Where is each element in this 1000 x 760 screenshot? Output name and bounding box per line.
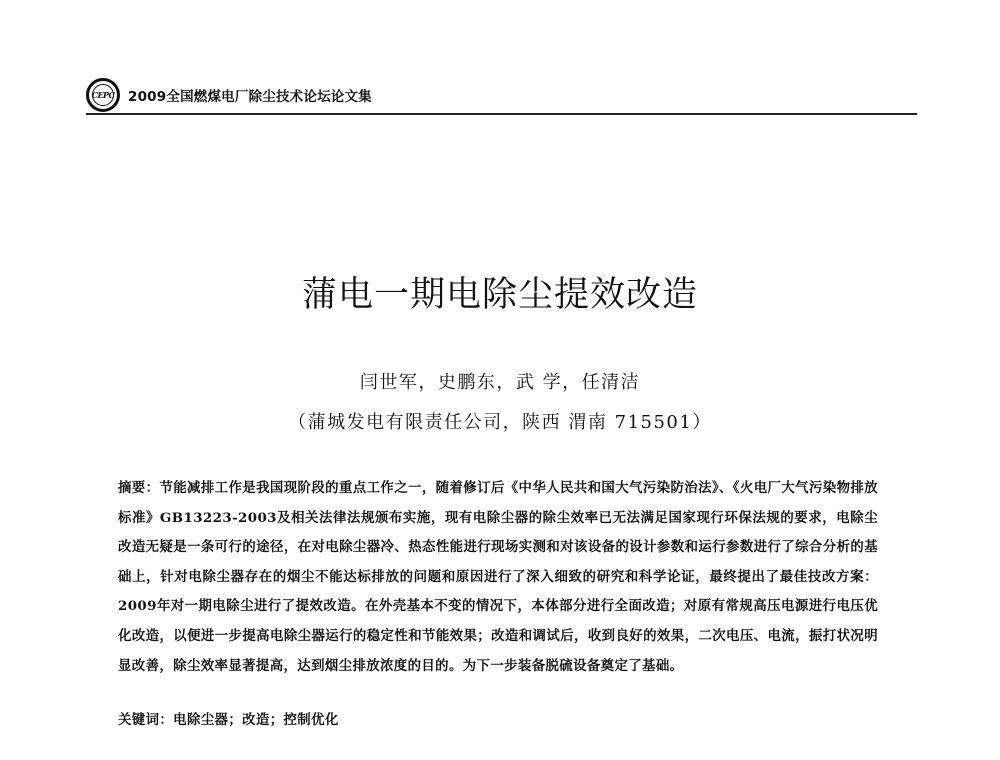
keywords-line (118, 709, 878, 728)
abstract-paragraph (118, 474, 878, 681)
page-header (86, 78, 372, 112)
paper-authors: 闫世军，史鹏东，武 学，任清洁 (359, 372, 641, 393)
logo-text: CEPC (91, 90, 115, 100)
header-rule (86, 113, 917, 115)
paper-affiliation: （蒲城发电有限责任公司，陕西 渭南 715501） (288, 412, 712, 433)
abstract-text: 节能减排工作是我国现阶段的重点工作之一，随着修订后《中华人民共和国大气污染防治法》、《火电厂大气污染物排放标准》GB13223-2003及相关法律法规颁布实施，现有电除尘器的除尘效率已无法满足国家现行环保法规的要求，电除尘改造无疑是一条可行的途径，在对电除尘器冷、热态性能进行现场实测和对该设备的设计参数和运行参数进行了综合分析的基础上，针对电除尘器存在的烟尘不能达标排放的问题和原因进行了深入细致的研究和科学论证，最终提出了最佳技改方案：2009年对一期电除尘进行了提效改造。在外壳基本不变的情况下，本体部分进行全面改造；对原有常规高压电源进行电压优化改造，以便进一步提高电除尘器运行的稳定性和节能效果；改造和调试后，收到良好的效果，二次电压、电流，振打状况明显改善，除尘效率显著提高，达到烟尘排放浓度的目的。为下一步装备脱硫设备奠定了基础。 (118, 480, 878, 674)
conference-logo-icon (86, 78, 120, 112)
keywords-label: 关键词： (118, 713, 174, 728)
proceedings-title: 2009全国燃煤电厂除尘技术论坛论文集 (128, 89, 372, 105)
paper-title: 蒲电一期电除尘提效改造 (301, 275, 698, 315)
keywords-text: 电除尘器；改造；控制优化 (173, 712, 339, 728)
abstract-label: 摘要： (118, 481, 160, 496)
logo-inner-ring (92, 84, 114, 106)
